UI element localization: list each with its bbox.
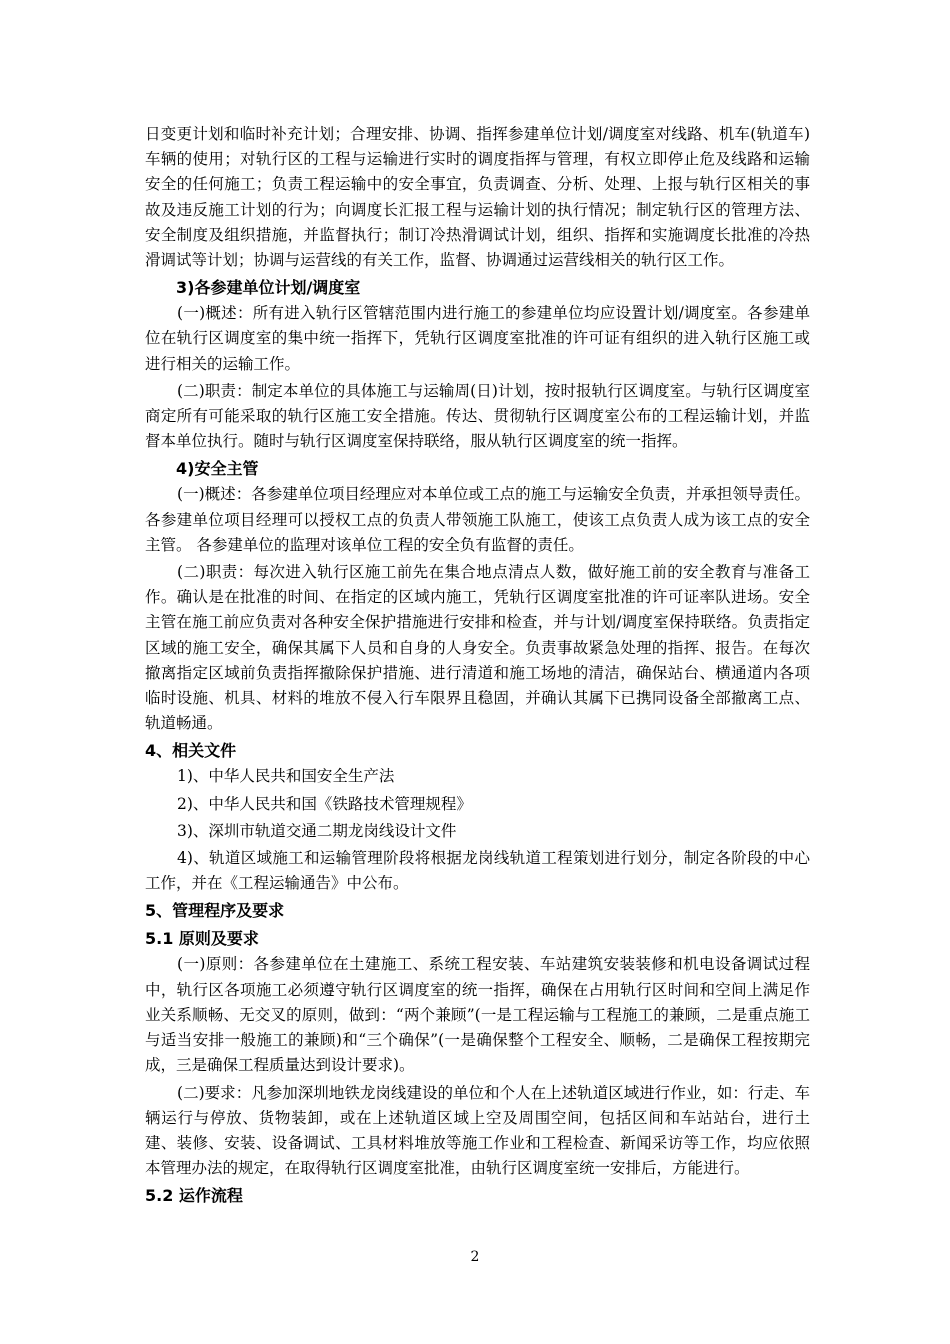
paragraph-principles: (一)原则：各参建单位在土建施工、系统工程安装、车站建筑安装装修和机电设备调试过程中，轨行区各项施工必须遵守轨行区调度室的统一指挥，确保在占用轨行区时间和空间上满足作业关系顺畅、无交叉的原则，做到：“两个兼顾”(一是工程运输与工程施工的兼顾，二是重点施工与适当安排一般施工的兼顾)和“三个确保”(一是确保整个工程安全、顺畅，二是确保工程按期完成，三是确保工程质量达到设计要求)。 bbox=[145, 955, 810, 1075]
page-body bbox=[145, 122, 810, 1209]
intro-paragraph: 日变更计划和临时补充计划；合理安排、协调、指挥参建单位计划/调度室对线路、机车(轨道车)车辆的使用；对轨行区的工程与运输进行实时的调度指挥与管理，有权立即停止危及线路和运输安全的任何施工；负责工程运输中的安全事宜，负责调查、分析、处理、上报与轨行区相关的事故及违反施工计划的行为；向调度长汇报工程与运输计划的执行情况；制定轨行区的管理方法、安全制度及组织措施，并监督执行；制订冷热滑调试计划，组织、指挥和实施调度长批准的冷热滑调试等计划；协调与运营线的有关工作，监督、协调通过运营线相关的轨行区工作。 bbox=[145, 125, 810, 270]
list-item: 4)、轨道区域施工和运输管理阶段将根据龙岗线轨道工程策划进行划分，制定各阶段的中心工作，并在《工程运输通告》中公布。 bbox=[145, 849, 810, 893]
list-item: 2)、中华人民共和国《铁路技术管理规程》 bbox=[177, 794, 472, 813]
paragraph-duties: (二)职责：制定本单位的具体施工与运输周(日)计划，按时报轨行区调度室。与轨行区调度室商定所有可能采取的轨行区施工安全措施。传达、贯彻轨行区调度室公布的工程运输计划，并监督本单位执行。随时与轨行区调度室保持联络，服从轨行区调度室的统一指挥。 bbox=[145, 381, 810, 451]
subsection-heading-workflow: 5.2 运作流程 bbox=[145, 1186, 243, 1206]
subsection-heading-principles: 5.1 原则及要求 bbox=[145, 929, 259, 949]
section-heading-planning-office: 3)各参建单位计划/调度室 bbox=[176, 278, 361, 298]
page-number: 2 bbox=[470, 1249, 480, 1265]
section-heading-related-documents: 4、相关文件 bbox=[145, 741, 237, 761]
paragraph-overview: (一)概述：各参建单位项目经理应对本单位或工点的施工与运输安全负责，并承担领导责任。各参建单位项目经理可以授权工点的负责人带领施工队施工，使该工点负责人成为该工点的安全主管。 各参建单位的监理对该单位工程的安全负有监督的责任。 bbox=[145, 485, 810, 554]
paragraph-overview: (一)概述：所有进入轨行区管辖范围内进行施工的参建单位均应设置计划/调度室。各参建单位在轨行区调度室的集中统一指挥下，凭轨行区调度室批准的许可证有组织的进入轨行区施工或进行相关的运输工作。 bbox=[145, 304, 810, 373]
list-item: 1)、中华人民共和国安全生产法 bbox=[177, 767, 395, 786]
paragraph-requirements: (二)要求：凡参加深圳地铁龙岗线建设的单位和个人在上述轨道区域进行作业，如：行走、车辆运行与停放、货物装卸，或在上述轨道区域上空及周围空间，包括区间和车站站台，进行土建、装修、安装、设备调试、工具材料堆放等施工作业和工程检查、新闻采访等工作，均应依照本管理办法的规定，在取得轨行区调度室批准，由轨行区调度室统一安排后，方能进行。 bbox=[145, 1083, 810, 1178]
section-heading-procedures: 5、管理程序及要求 bbox=[145, 901, 285, 921]
section-heading-safety-supervisor: 4)安全主管 bbox=[176, 459, 259, 479]
paragraph-duties: (二)职责：每次进入轨行区施工前先在集合地点清点人数，做好施工前的安全教育与准备工作。确认是在批准的时间、在指定的区域内施工，凭轨行区调度室批准的许可证率队进场。安全主管在施工前应负责对各种安全保护措施进行安排和检查，并与计划/调度室保持联络。负责指定区域的施工安全，确保其属下人员和自身的人身安全。负责事故紧急处理的指挥、报告。在每次撤离指定区域前负责指挥撤除保护措施、进行清道和施工场地的清洁，确保站台、横通道内各项临时设施、机具、材料的堆放不侵入行车限界且稳固，并确认其属下已携同设备全部撤离工点、轨道畅通。 bbox=[145, 563, 810, 733]
list-item: 3)、深圳市轨道交通二期龙岗线设计文件 bbox=[177, 821, 457, 840]
